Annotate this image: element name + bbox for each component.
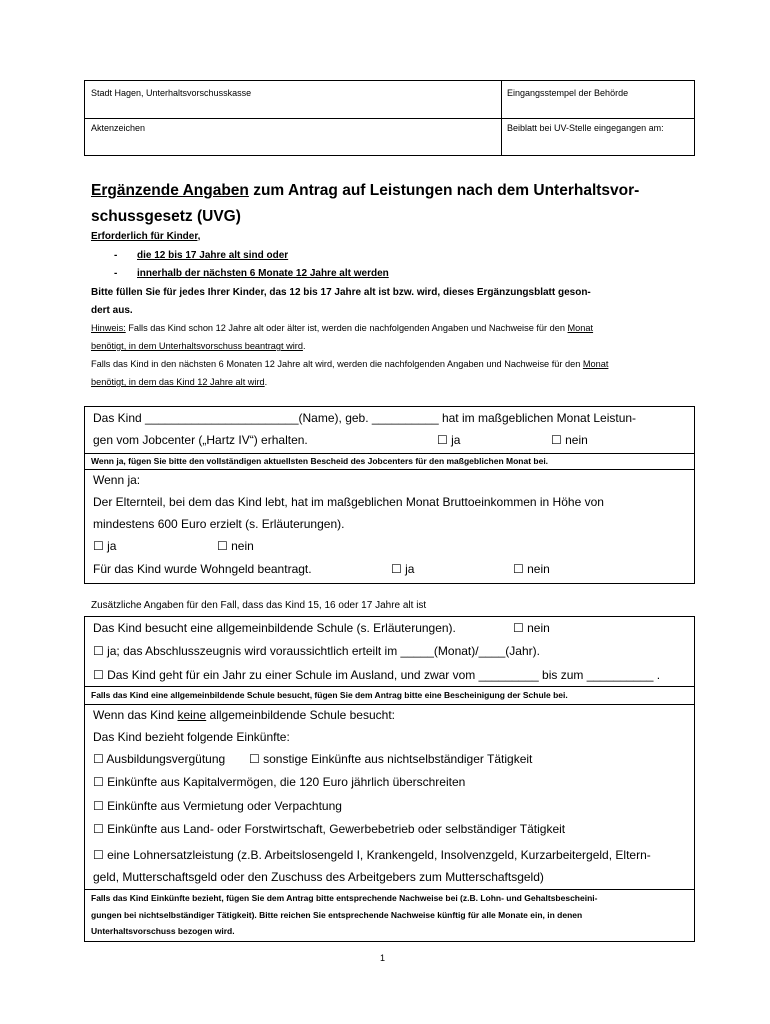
nonselfemployed-checkbox[interactable]: ☐ sonstige Einkünfte aus nichtselbständiger Tätigkeit — [249, 752, 533, 766]
hint-text-4: benötigt, in dem das Kind 12 Jahre alt wird — [91, 377, 265, 387]
bullet-dash-1: - — [114, 250, 118, 261]
authority-label: Stadt Hagen, Unterhaltsvorschusskasse — [91, 88, 252, 98]
wenn-ja-label: Wenn ja: — [93, 473, 141, 487]
divider — [85, 686, 694, 687]
divider — [85, 889, 694, 890]
title-part1: Ergänzende Angaben — [91, 182, 249, 199]
divider — [85, 704, 694, 705]
wohngeld-nein-checkbox[interactable]: ☐ nein — [513, 562, 550, 576]
hint-end-4: . — [264, 377, 268, 387]
fill-instruction — [91, 287, 691, 298]
hint-text-1: Falls das Kind schon 12 Jahre alt oder älter ist, werden die nachfolgenden Angaben und Nachweise für den — [125, 323, 568, 333]
income-question-line2: mindestens 600 Euro erzielt (s. Erläuterungen). — [93, 517, 345, 531]
school-abroad-checkbox[interactable]: ☐ Das Kind geht für ein Jahr zu einer Schule im Ausland, und zwar vom _________ bis zum __________ . — [93, 668, 661, 682]
page-title — [91, 178, 691, 230]
hint-monat-1: Monat — [567, 323, 594, 333]
wohngeld-question: Für das Kind wurde Wohngeld beantragt. — [93, 562, 312, 576]
page-number: 1 — [380, 953, 386, 963]
jobcenter-note: Wenn ja, fügen Sie bitte den vollständigen aktuellsten Bescheid des Jobcenters für den maßgeblichen Monat bei. — [91, 456, 549, 466]
section-note: Zusätzliche Angaben für den Fall, dass das Kind 15, 16 oder 17 Jahre alt ist — [91, 600, 427, 611]
hint-text-3: Falls das Kind in den nächsten 6 Monaten 12 Jahre alt wird, werden die nachfolgenden Angaben und Nachweise für den — [91, 359, 583, 369]
wage-replacement-checkbox[interactable]: ☐ eine Lohnersatzleistung (z.B. Arbeitslosengeld I, Krankengeld, Insolvenzgeld, Kurzarbeitergeld, Eltern- — [93, 848, 651, 862]
school-nein-checkbox[interactable]: ☐ nein — [513, 621, 550, 635]
no-school-heading — [93, 708, 395, 722]
income-question-line1: Der Elternteil, bei dem das Kind lebt, hat im maßgeblichen Monat Bruttoeinkommen in Höhe von — [93, 495, 604, 509]
hint-monat-3: Monat — [582, 359, 609, 369]
capital-checkbox[interactable]: ☐ Einkünfte aus Kapitalvermögen, die 120 Euro jährlich überschreiten — [93, 775, 466, 789]
wage-replacement-line2: geld, Mutterschaftsgeld oder den Zuschuss des Arbeitgebers zum Mutterschaftsgeld) — [93, 870, 544, 884]
title-part3: schussgesetz (UVG) — [91, 208, 241, 225]
jobcenter-nein-checkbox[interactable]: ☐ nein — [551, 433, 588, 447]
income-note-line2: gungen bei nichtselbständiger Tätigkeit). Bitte reichen Sie entsprechende Nachweise künftig für alle Monate ein, in denen — [91, 910, 583, 920]
received-label: Beiblatt bei UV-Stelle eingegangen am: — [507, 123, 664, 133]
school-note: Falls das Kind eine allgemeinbildende Schule besucht, fügen Sie dem Antrag bitte eine Bescheinigung der Schule bei. — [91, 690, 568, 700]
no-school-keine: keine — [177, 708, 207, 722]
hint-line-1 — [91, 320, 593, 337]
file-ref-label: Aktenzeichen — [91, 123, 146, 133]
hint-text-2: benötigt, in dem Unterhaltsvorschuss beantragt wird — [91, 341, 303, 351]
hint-end-2: . — [302, 341, 306, 351]
bullet-dash-2: - — [114, 268, 118, 279]
business-checkbox[interactable]: ☐ Einkünfte aus Land- oder Forstwirtschaft, Gewerbebetrieb oder selbständiger Tätigkeit — [93, 822, 566, 836]
rent-checkbox[interactable]: ☐ Einkünfte aus Vermietung oder Verpachtung — [93, 799, 342, 813]
income-nein-checkbox[interactable]: ☐ nein — [217, 539, 254, 553]
jobcenter-question: gen vom Jobcenter („Hartz IV“) erhalten. — [93, 433, 308, 447]
income-note-line1: Falls das Kind Einkünfte bezieht, fügen Sie dem Antrag bitte entsprechende Nachweise bei (z.B. Lohn- und Gehaltsbescheini- — [91, 893, 598, 903]
stamp-label: Eingangsstempel der Behörde — [507, 88, 629, 98]
ausbildung-checkbox[interactable]: ☐ Ausbildungsvergütung — [93, 752, 226, 766]
child-name-line: Das Kind _______________________(Name), geb. __________ hat im maßgeblichen Monat Leistun- — [93, 411, 637, 425]
header-table — [84, 80, 695, 156]
income-note-line3: Unterhaltsvorschuss bezogen wird. — [91, 926, 235, 936]
hint-label: Hinweis: — [91, 323, 126, 333]
fill-instruction-line1: Bitte füllen Sie für jedes Ihrer Kinder, das 12 bis 17 Jahre alt ist bzw. wird, dieses Ergänzungsblatt geson- — [91, 287, 591, 298]
fill-instruction-line2: dert aus. — [91, 305, 133, 316]
no-school-pre: Wenn das Kind — [93, 708, 178, 722]
bullet-item-1: die 12 bis 17 Jahre alt sind oder — [137, 250, 289, 261]
divider — [85, 469, 694, 470]
school-box — [84, 616, 695, 942]
hint-line-2 — [91, 338, 306, 355]
hint-line-3 — [91, 356, 608, 373]
income-types-label: Das Kind bezieht folgende Einkünfte: — [93, 730, 290, 744]
header-divider-horizontal — [85, 118, 694, 119]
income-ja-checkbox[interactable]: ☐ ja — [93, 539, 117, 553]
hint-line-4 — [91, 374, 267, 391]
wohngeld-ja-checkbox[interactable]: ☐ ja — [391, 562, 415, 576]
school-question: Das Kind besucht eine allgemeinbildende Schule (s. Erläuterungen). — [93, 621, 456, 635]
bullet-item-2: innerhalb der nächsten 6 Monate 12 Jahre alt werden — [137, 268, 389, 279]
required-heading: Erforderlich für Kinder, — [91, 231, 201, 242]
divider — [85, 453, 694, 454]
jobcenter-box — [84, 406, 695, 584]
school-ja-checkbox[interactable]: ☐ ja; das Abschlusszeugnis wird voraussichtlich erteilt im _____(Monat)/____(Jahr). — [93, 644, 540, 658]
no-school-post: allgemeinbildende Schule besucht: — [206, 708, 395, 722]
title-part2: zum Antrag auf Leistungen nach dem Unterhaltsvor- — [248, 182, 640, 199]
jobcenter-ja-checkbox[interactable]: ☐ ja — [437, 433, 461, 447]
